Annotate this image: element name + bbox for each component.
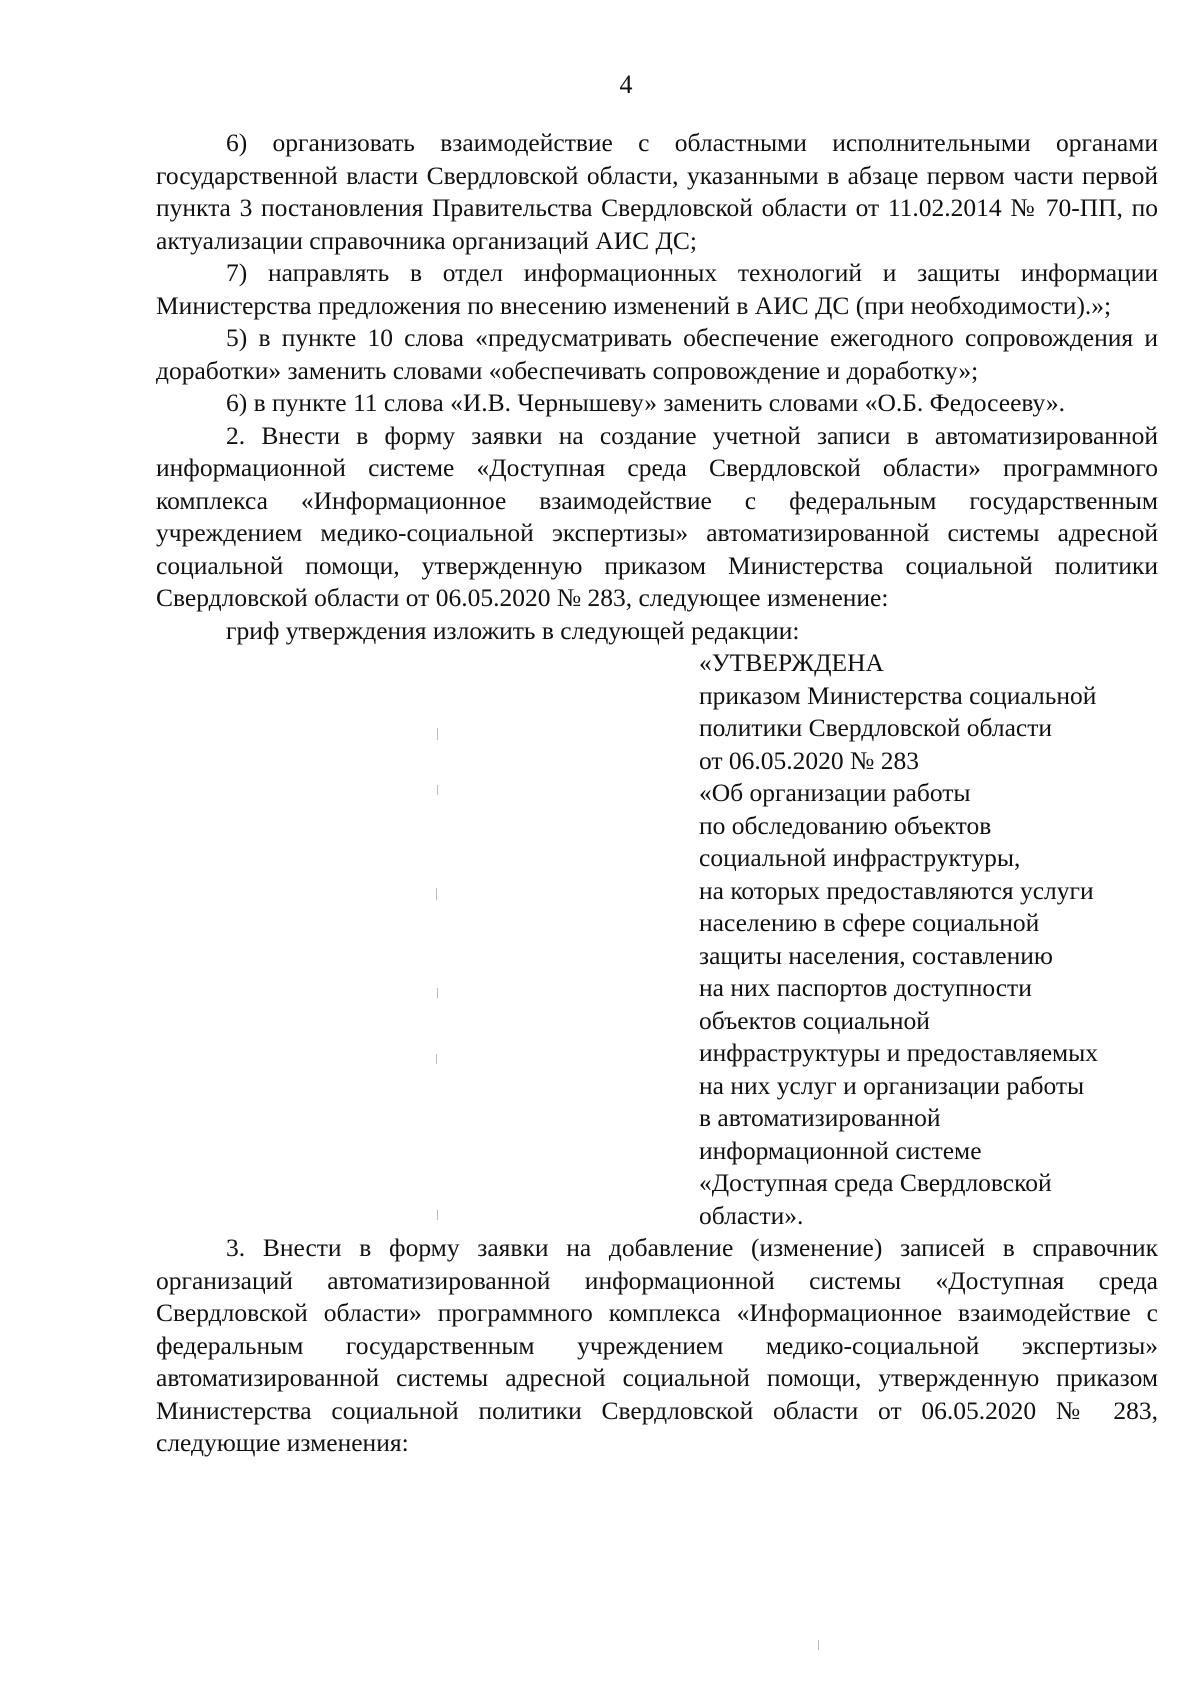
approval-stamp-line: в автоматизированной — [699, 1103, 941, 1132]
scan-artifact-mark — [437, 728, 438, 740]
scan-artifact-mark — [437, 988, 438, 998]
approval-stamp-line: от 06.05.2020 № 283 — [699, 745, 920, 775]
paragraph-section-2: 2. Внести в форму заявки на создание учетной записи в автоматизированной информационной системе «Доступная среда Свердловской области» программного комплекса «Информационное взаимодействие с федеральным государственным учреждением медико-социальной экспертизы» автоматизированной системы адресной социальной помощи, утвержденную приказом Министерства социальной политики Свердловской области от 06.05.2020 № 283, следующее изменение: — [156, 420, 1158, 612]
scan-artifact-mark — [437, 785, 438, 795]
approval-stamp-line: «УТВЕРЖДЕНА — [699, 648, 884, 677]
paragraph-item-7-proposals: 7) направлять в отдел информационных технологий и защиты информации Министерства предложения по внесению изменений в АИС ДС (при необходимости).»; — [156, 258, 1158, 320]
approval-stamp-line: на них паспортов доступности — [699, 973, 1032, 1002]
approval-stamp-line: на которых предоставляются услуги — [699, 875, 1094, 905]
approval-stamp-line: населению в сфере социальной — [699, 908, 1040, 937]
approval-stamp-line: социальной инфраструктуры, — [699, 843, 1021, 872]
approval-stamp-line: по обследованию объектов — [699, 810, 992, 840]
paragraph-item-5-clause-10: 5) в пункте 10 слова «предусматривать обеспечение ежегодного сопровождения и доработки» заменить словами «обеспечивать сопровождение и доработку»; — [156, 323, 1158, 385]
approval-stamp-line: области». — [699, 1200, 804, 1230]
paragraph-grif-intro: гриф утверждения изложить в следующей редакции: — [226, 615, 800, 645]
approval-stamp-line: инфраструктуры и предоставляемых — [699, 1038, 1099, 1067]
approval-stamp-block — [699, 647, 1139, 1232]
scan-artifact-mark — [436, 888, 437, 900]
approval-stamp-line: информационной системе — [699, 1135, 982, 1165]
approval-stamp-line: приказом Министерства социальной — [699, 680, 1097, 710]
approval-stamp-line: политики Свердловской области — [699, 713, 1053, 742]
approval-stamp-line: на них услуг и организации работы — [699, 1070, 1085, 1100]
paragraph-item-6-clause-11: 6) в пункте 11 слова «И.В. Чернышеву» заменить словами «О.Б. Федосееву». — [226, 388, 1066, 417]
scan-artifact-mark — [818, 1640, 819, 1650]
approval-stamp-line: объектов социальной — [699, 1005, 930, 1035]
page-number: 4 — [619, 70, 633, 99]
approval-stamp-line: «Об организации работы — [699, 778, 971, 807]
document-body — [156, 127, 1158, 1460]
paragraph-section-3: 3. Внести в форму заявки на добавление (изменение) записей в справочник организаций автоматизированной информационной системы «Доступная среда Свердловской области» программного комплекса «Информационное взаимодействие с федеральным государственным учреждением медико-социальной экспертизы» автоматизированной системы адресной социальной помощи, утвержденную приказом Министерства социальной политики Свердловской области от 06.05.2020 № 283, следующие изменения: — [156, 1233, 1158, 1457]
scan-artifact-mark — [437, 1210, 438, 1220]
paragraph-item-6-interaction: 6) организовать взаимодействие с областными исполнительными органами государственной власти Свердловской области, указанными в абзаце первом части первой пункта 3 постановления Правительства Свердловской области от 11.02.2014 № 70-ПП, по актуализации справочника организаций АИС ДС; — [156, 128, 1158, 255]
approval-stamp-line: защиты населения, составлению — [699, 940, 1053, 970]
scan-artifact-mark — [436, 1054, 437, 1064]
approval-stamp-line: «Доступная среда Свердловской — [699, 1168, 1052, 1197]
